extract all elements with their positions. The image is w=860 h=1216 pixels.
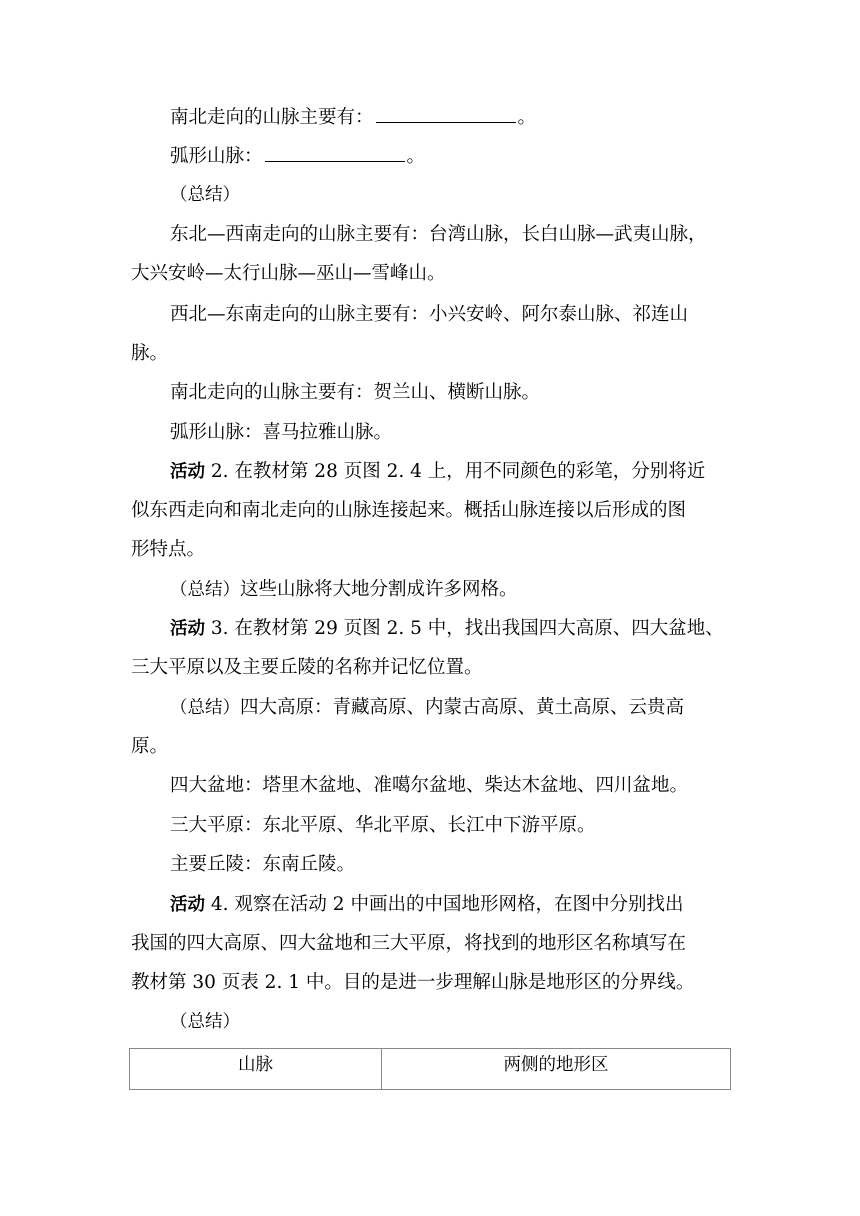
- paragraph-line: 教材第 30 页表 2. 1 中。目的是进一步理解山脉是地形区的分界线。: [131, 972, 695, 993]
- activity-3: [170, 609, 730, 649]
- paragraph-line: 弧形山脉：喜马拉雅山脉。: [170, 422, 393, 443]
- paragraph-line: 三大平原以及主要丘陵的名称并记忆位置。: [131, 657, 483, 678]
- question-text: 南北走向的山脉主要有：: [170, 107, 374, 128]
- basins-line: 四大盆地：塔里木盆地、准噶尔盆地、柴达木盆地、四川盆地。: [170, 775, 689, 796]
- question-ns-mountains: [170, 98, 730, 137]
- summary-label: （总结）: [170, 698, 240, 718]
- period: 。: [517, 107, 537, 128]
- answer-blank[interactable]: [265, 141, 405, 162]
- summary-text: 四大高原：青藏高原、内蒙古高原、黄土高原、云贵高: [240, 697, 685, 718]
- answer-blank[interactable]: [376, 102, 516, 123]
- activity-4: [170, 885, 730, 925]
- paragraph-line: 东北—西南走向的山脉主要有：台湾山脉，长白山脉—武夷山脉，: [170, 224, 707, 245]
- activity-text: 3. 在教材第 29 页图 2. 5 中，找出我国四大高原、四大盆地、: [205, 618, 724, 639]
- paragraph-line: 似东西走向和南北走向的山脉连接起来。概括山脉连接以后形成的图: [131, 500, 687, 521]
- summary-label: （总结）: [170, 1012, 240, 1032]
- paragraph-line: 我国的四大高原、四大盆地和三大平原，将找到的地形区名称填写在: [131, 933, 687, 954]
- paragraph-line: 大兴安岭—太行山脉—巫山—雪峰山。: [131, 263, 446, 284]
- summary-text: 这些山脉将大地分割成许多网格。: [240, 579, 518, 600]
- activity-text: 2. 在教材第 28 页图 2. 4 上，用不同颜色的彩笔，分别将近: [205, 461, 706, 482]
- summary-label: （总结）: [170, 580, 240, 600]
- paragraph-line: 形特点。: [131, 539, 206, 560]
- plains-line: 三大平原：东北平原、华北平原、长江中下游平原。: [170, 815, 596, 836]
- mountain-table: [129, 1048, 731, 1090]
- table-header-cell: 两侧的地形区: [382, 1049, 731, 1090]
- hills-line: 主要丘陵：东南丘陵。: [170, 854, 356, 875]
- paragraph-line: 原。: [131, 736, 169, 757]
- table-header-row: [130, 1049, 731, 1090]
- summary-3: [170, 688, 730, 728]
- paragraph-line: 南北走向的山脉主要有：贺兰山、横断山脉。: [170, 382, 541, 403]
- period: 。: [406, 146, 426, 167]
- table-header-cell: 山脉: [130, 1049, 382, 1090]
- question-text: 弧形山脉：: [170, 146, 263, 167]
- summary-2: [170, 570, 730, 610]
- paragraph-line: 脉。: [131, 343, 169, 364]
- activity-label: 活动: [170, 895, 205, 915]
- activity-label: 活动: [170, 619, 205, 639]
- activity-2: [170, 452, 730, 492]
- activity-text: 4. 观察在活动 2 中画出的中国地形网格，在图中分别找出: [205, 894, 684, 915]
- question-arc-mountains: [170, 137, 730, 176]
- paragraph-line: 西北—东南走向的山脉主要有：小兴安岭、阿尔泰山脉、祁连山: [170, 304, 689, 325]
- summary-label: （总结）: [170, 185, 240, 205]
- activity-label: 活动: [170, 462, 205, 482]
